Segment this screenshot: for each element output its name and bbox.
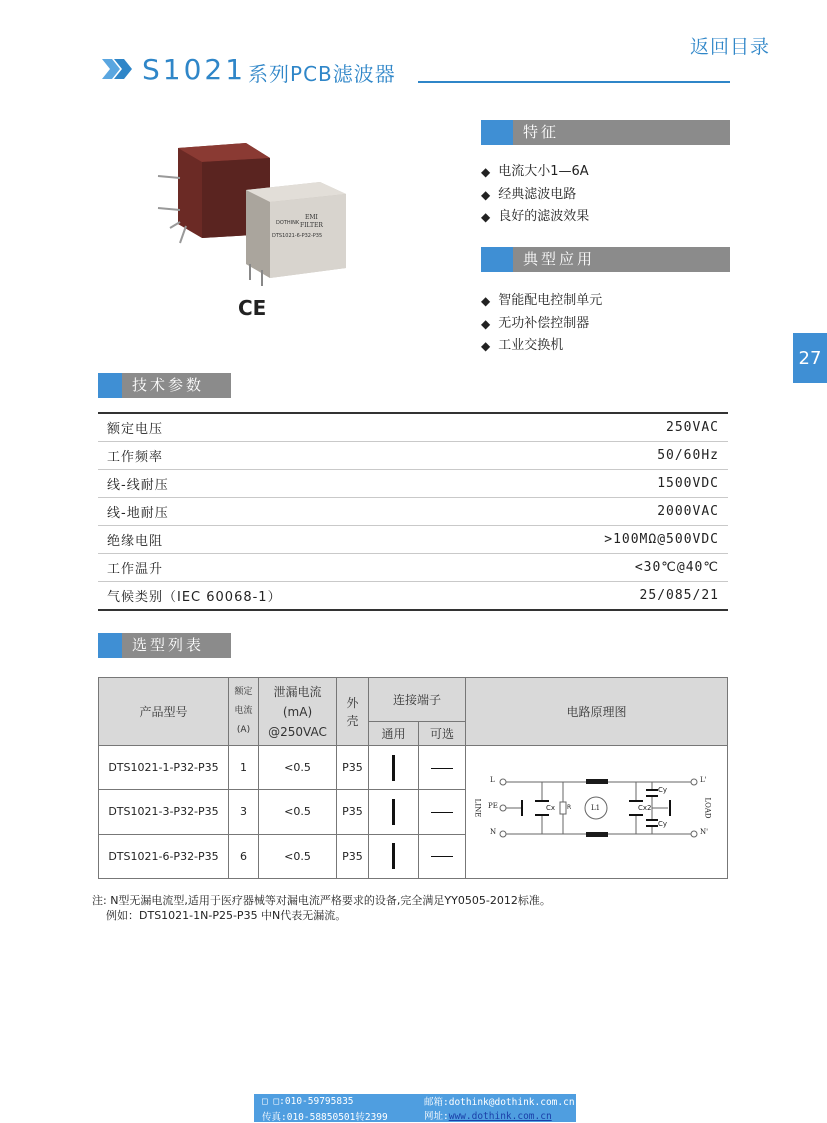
website-link[interactable]: www.dothink.com.cn <box>448 1111 552 1122</box>
features-heading: 特征 <box>481 120 730 145</box>
tech-params-table <box>98 414 728 611</box>
selection-heading: 选型列表 <box>98 633 231 658</box>
table-row: 工作频率 50/60Hz <box>98 442 728 470</box>
pin-horizontal-icon <box>431 812 453 813</box>
tech-params-heading: 技术参数 <box>98 373 231 398</box>
pin-vertical-icon <box>392 755 395 781</box>
circuit-label-r: R <box>567 804 572 811</box>
list-item: ◆ 无功补偿控制器 <box>481 313 602 336</box>
list-item: ◆ 智能配电控制单元 <box>481 290 602 313</box>
col-header-model: 产品型号 <box>99 678 229 746</box>
product-label-filter: FILTER <box>300 222 323 229</box>
footer-fax: 传真:010-58850501转2399 <box>262 1112 388 1123</box>
pin-vertical-icon <box>392 799 395 825</box>
notes <box>92 893 551 923</box>
circuit-label-N: N <box>490 828 497 836</box>
table-row: 绝缘电阻 >100MΩ@500VDC <box>98 526 728 554</box>
table-row: 工作温升 <30℃@40℃ <box>98 554 728 582</box>
circuit-label-line: LINE <box>473 798 482 818</box>
col-header-rated-current: 额定 电流 (A) <box>229 678 259 746</box>
diamond-bullet-icon: ◆ <box>481 210 491 224</box>
pin-horizontal-icon <box>431 856 453 857</box>
circuit-label-load: LOAD <box>703 797 712 819</box>
page-title <box>100 52 396 86</box>
title-model: S1021 <box>142 52 247 86</box>
table-row: DTS1021-6-P32-P35 6 <0.5 P35 <box>99 834 728 878</box>
table-row: 额定电压 250VAC <box>98 414 728 442</box>
diamond-bullet-icon: ◆ <box>481 339 491 353</box>
list-item: ◆ 电流大小1—6A <box>481 161 589 184</box>
circuit-label-cx: Cx <box>546 804 556 812</box>
circuit-label-cy1: Cy <box>658 786 668 794</box>
pin-horizontal-icon <box>431 768 453 769</box>
col-header-terminal-optional: 可选 <box>419 722 466 746</box>
footer-contact-bar <box>254 1094 576 1122</box>
circuit-label-N-prime: N' <box>700 828 709 836</box>
col-header-terminal-common: 通用 <box>369 722 419 746</box>
applications-list <box>481 290 602 358</box>
diamond-bullet-icon: ◆ <box>481 165 491 179</box>
col-header-shell: 外 壳 <box>337 678 369 746</box>
circuit-label-L-prime: L' <box>700 776 707 784</box>
ce-mark: CE <box>238 296 267 320</box>
col-header-leakage: 泄漏电流 (mA) @250VAC <box>259 678 337 746</box>
list-item: ◆ 工业交换机 <box>481 335 602 358</box>
circuit-label-l1: L1 <box>591 804 601 812</box>
note-line-2: 例如：DTS1021-1N-P25-P35 中N代表无漏流。 <box>106 909 347 922</box>
circuit-label-cx2: Cx2 <box>638 804 652 812</box>
table-row: 线-线耐压 1500VDC <box>98 470 728 498</box>
list-item: ◆ 良好的滤波效果 <box>481 206 589 229</box>
table-row: 线-地耐压 2000VAC <box>98 498 728 526</box>
applications-heading: 典型应用 <box>481 247 730 272</box>
pin-vertical-icon <box>392 843 395 869</box>
selection-table <box>98 677 728 879</box>
product-label-brand: DOTHINK <box>276 220 300 226</box>
circuit-label-cy2: Cy <box>658 820 668 828</box>
title-underline <box>418 81 730 83</box>
footer-email: 邮箱:dothink@dothink.com.cn <box>424 1097 575 1108</box>
table-row: DTS1021-3-P32-P35 3 <0.5 P35 <box>99 790 728 834</box>
col-header-circuit: 电路原理图 <box>466 678 728 746</box>
footer-phone: □ □:010-59795835 <box>262 1096 354 1107</box>
product-image <box>150 138 350 288</box>
circuit-label-PE: PE <box>488 802 498 810</box>
col-header-terminal: 连接端子 <box>369 678 466 722</box>
page-number-tab: 27 <box>793 333 827 383</box>
circuit-diagram <box>466 746 728 879</box>
diamond-bullet-icon: ◆ <box>481 187 491 202</box>
title-series: 系列PCB滤波器 <box>248 61 396 86</box>
double-chevron-icon <box>100 57 134 81</box>
product-label-model: DTS1021-6-P32-P35 <box>272 233 323 239</box>
footer-web: 网址:www.dothink.com.cn <box>424 1111 552 1122</box>
diamond-bullet-icon: ◆ <box>481 316 491 331</box>
back-to-contents-link[interactable]: 返回目录 <box>690 36 771 58</box>
table-row: 气候类别（IEC 60068-1） 25/085/21 <box>98 582 728 611</box>
product-label-emi: EMI <box>305 214 318 221</box>
circuit-label-L: L <box>490 776 495 784</box>
table-row: DTS1021-1-P32-P35 1 <0.5 P35 L PE N L' N' LINE LOAD Cx R L1 Cx2 Cy Cy <box>99 746 728 790</box>
note-line-1: 注: N型无漏电流型,适用于医疗器械等对漏电流严格要求的设备,完全满足YY0505-2012标准。 <box>92 894 551 907</box>
circuit-schematic <box>466 746 727 878</box>
diamond-bullet-icon: ◆ <box>481 294 491 308</box>
features-list <box>481 161 589 229</box>
list-item: ◆ 经典滤波电路 <box>481 184 589 207</box>
